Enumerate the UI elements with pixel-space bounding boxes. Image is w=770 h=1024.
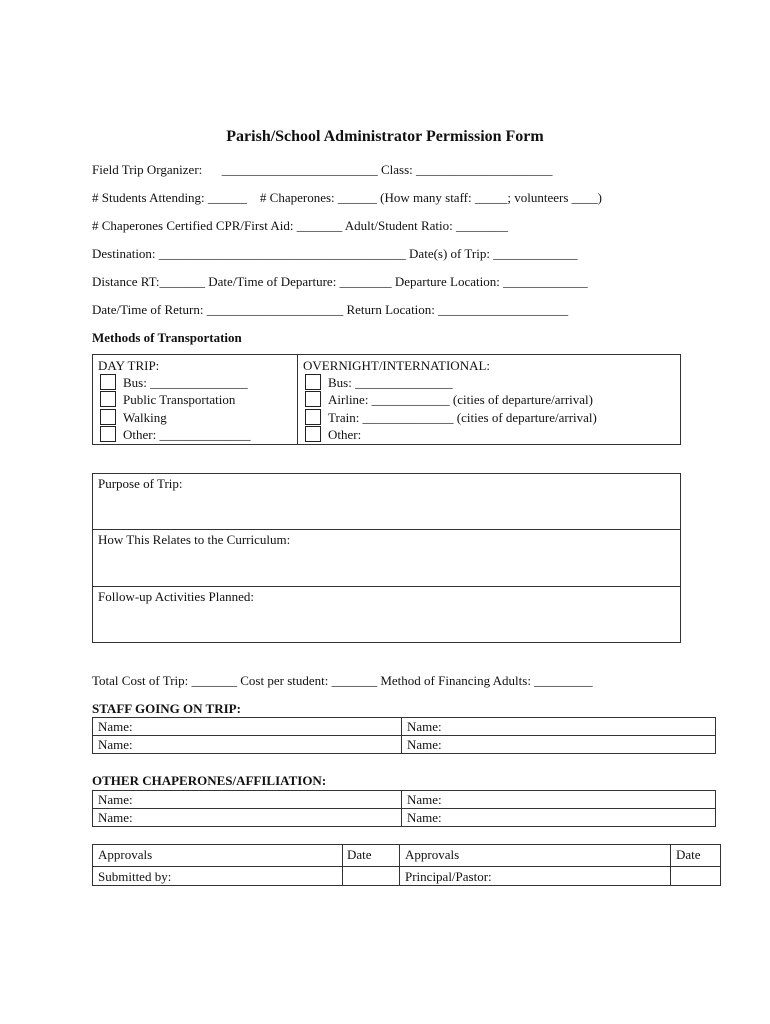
staff-heading: STAFF GOING ON TRIP:: [92, 701, 241, 716]
overnight-bus-label: Bus: _______________: [328, 375, 453, 390]
purpose-divider-2: [92, 586, 681, 587]
cpr-line: # Chaperones Certified CPR/First Aid: _______ Adult/Student Ratio: ________: [92, 218, 508, 233]
submitted-by-cell: Submitted by:: [98, 869, 172, 884]
curriculum-label: How This Relates to the Curriculum:: [98, 532, 291, 547]
date-header-2: Date: [676, 847, 701, 862]
staff-name-4: Name:: [407, 737, 442, 752]
day-walking-label: Walking: [123, 410, 167, 425]
chaperone-name-1: Name:: [98, 792, 133, 807]
principal-pastor-cell: Principal/Pastor:: [405, 869, 492, 884]
approvals-hdivider: [92, 866, 721, 867]
overnight-other-label: Other:: [328, 427, 362, 442]
chaperones-heading: OTHER CHAPERONES/AFFILIATION:: [92, 773, 327, 788]
organizer-line: Field Trip Organizer: ________________________ Class: _____________________: [92, 162, 553, 177]
day-public-label: Public Transportation: [123, 392, 236, 407]
overnight-airline-checkbox[interactable]: [305, 391, 321, 407]
followup-label: Follow-up Activities Planned:: [98, 589, 254, 604]
chaperone-name-2: Name:: [407, 792, 442, 807]
overnight-label: OVERNIGHT/INTERNATIONAL:: [303, 358, 491, 373]
staff-hdivider: [92, 735, 716, 736]
distance-line: Distance RT:_______ Date/Time of Departure: ________ Departure Location: _____________: [92, 274, 588, 289]
chaperone-name-4: Name:: [407, 810, 442, 825]
transport-heading: Methods of Transportation: [92, 330, 242, 345]
approvals-vdivider-3: [670, 844, 671, 886]
purpose-label: Purpose of Trip:: [98, 476, 183, 491]
day-other-label: Other: ______________: [123, 427, 251, 442]
overnight-other-checkbox[interactable]: [305, 426, 321, 442]
staff-name-3: Name:: [98, 737, 133, 752]
form-title: Parish/School Administrator Permission Form: [226, 128, 544, 145]
day-public-checkbox[interactable]: [100, 391, 116, 407]
day-bus-label: Bus: _______________: [123, 375, 248, 390]
destination-line: Destination: ______________________________________ Date(s) of Trip: _____________: [92, 246, 578, 261]
chaperone-name-3: Name:: [98, 810, 133, 825]
transport-divider: [297, 354, 298, 445]
cost-line: Total Cost of Trip: _______ Cost per student: _______ Method of Financing Adults: _________: [92, 673, 593, 688]
approvals-header-2: Approvals: [405, 847, 460, 862]
students-line: # Students Attending: ______ # Chaperones: ______ (How many staff: _____; volunteers ____): [92, 190, 602, 205]
approvals-vdivider-1: [342, 844, 343, 886]
approvals-header-1: Approvals: [98, 847, 153, 862]
staff-name-1: Name:: [98, 719, 133, 734]
return-line: Date/Time of Return: _____________________ Return Location: ____________________: [92, 302, 569, 317]
staff-name-2: Name:: [407, 719, 442, 734]
overnight-train-checkbox[interactable]: [305, 409, 321, 425]
day-trip-label: DAY TRIP:: [98, 358, 160, 373]
overnight-train-label: Train: ______________ (cities of departure/arrival): [328, 410, 597, 425]
date-header-1: Date: [347, 847, 372, 862]
day-walking-checkbox[interactable]: [100, 409, 116, 425]
purpose-table: [92, 473, 681, 643]
day-bus-checkbox[interactable]: [100, 374, 116, 390]
approvals-vdivider-2: [399, 844, 400, 886]
day-other-checkbox[interactable]: [100, 426, 116, 442]
purpose-divider-1: [92, 529, 681, 530]
overnight-airline-label: Airline: ____________ (cities of departure/arrival): [328, 392, 593, 407]
chaperones-hdivider: [92, 808, 716, 809]
overnight-bus-checkbox[interactable]: [305, 374, 321, 390]
